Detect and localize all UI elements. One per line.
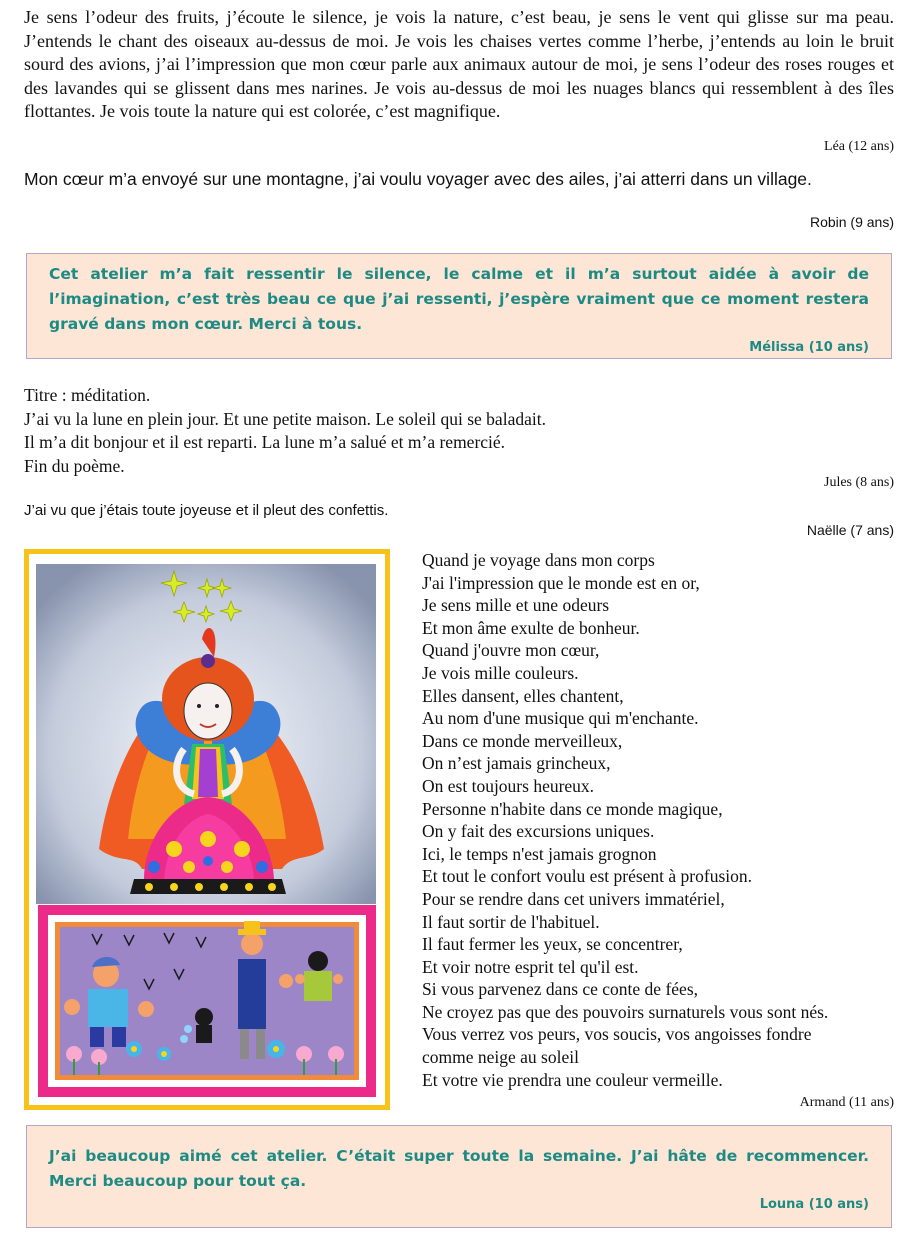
poem-armand-line: Et votre vie prendra une couleur vermeille. <box>422 1069 723 1090</box>
poem-armand-line: Quand je voyage dans mon corps <box>422 550 655 570</box>
author-jules: Jules (8 ans) <box>824 475 894 490</box>
author-lea: Léa (12 ans) <box>824 139 894 154</box>
poem-armand-line: Ici, le temps n'est jamais grognon <box>422 843 657 864</box>
quote-box-louna <box>26 1125 892 1228</box>
poem-armand-line: Il faut sortir de l'habituel. <box>422 911 600 932</box>
poem-armand-line: Si vous parvenez dans ce conte de fées, <box>422 979 699 1000</box>
poem-armand-line: On y fait des excursions uniques. <box>422 821 655 842</box>
quote-box-melissa <box>26 253 892 359</box>
poem-armand-line: Pour se rendre dans cet univers immatériel, <box>422 888 725 909</box>
text-naelle: J’ai vu que j’étais toute joyeuse et il pleut des confettis. <box>24 502 389 519</box>
poem-jules-line: Titre : méditation. <box>24 385 151 405</box>
poem-armand-line: Je sens mille et une odeurs <box>422 595 610 616</box>
poem-armand <box>422 549 902 1091</box>
author-robin: Robin (9 ans) <box>809 214 894 230</box>
poem-jules-line: Fin du poème. <box>24 455 125 476</box>
poem-armand-line: Dans ce monde merveilleux, <box>422 730 623 751</box>
poem-jules-line: Il m’a dit bonjour et il est reparti. La lune m’a salué et m’a remercié. <box>24 432 506 452</box>
author-louna: Louna (10 ans) <box>759 1197 869 1212</box>
children-drawing <box>24 549 390 1110</box>
drawing-illustration <box>24 549 390 1110</box>
poem-armand-line: Et mon âme exulte de bonheur. <box>422 617 640 638</box>
poem-armand-line: Elles dansent, elles chantent, <box>422 685 624 706</box>
author-armand: Armand (11 ans) <box>799 1095 894 1110</box>
poem-armand-line: On n’est jamais grincheux, <box>422 753 611 774</box>
text-lea: Je sens l’odeur des fruits, j’écoute le silence, je vois la nature, c’est beau, je sens le vent qui glisse sur ma peau. J’entends le chant des oiseaux au-dessus de moi. Je vois les chaises vertes comme l’herbe, j’entends au loin le bruit sourd des avions, j’ai l’impression que mon cœur parle aux animaux autour de moi, je sens l’odeur des roses rouges et des lavandes qui se glissent dans mes narines. Je vois au-dessus de moi les nuages blancs qui ressemblent à des îles flottantes. Je vois toute la nature qui est colorée, c’est magnifique. <box>24 7 894 122</box>
poem-armand-line: Il faut fermer les yeux, se concentrer, <box>422 934 683 955</box>
poem-jules-line: J’ai vu la lune en plein jour. Et une petite maison. Le soleil qui se baladait. <box>24 408 546 429</box>
text-melissa: Cet atelier m’a fait ressentir le silence, le calme et il m’a surtout aidée à avoir de l’imagination, c’est très beau ce que j’ai ressenti, j’espère vraiment que ce moment restera gravé dans mon cœur. Merci à tous. <box>49 265 869 333</box>
poem-armand-line: Je vois mille couleurs. <box>422 662 579 683</box>
poem-armand-line: Ne croyez pas que des pouvoirs surnaturels vous sont nés. <box>422 1001 829 1022</box>
text-louna: J’ai beaucoup aimé cet atelier. C’était super toute la semaine. J’ai hâte de recommencer. Merci beaucoup pour tout ça. <box>49 1147 869 1190</box>
poem-armand-line: comme neige au soleil <box>422 1047 579 1068</box>
author-melissa: Mélissa (10 ans) <box>749 340 869 355</box>
poem-armand-line: Au nom d'une musique qui m'enchante. <box>422 708 699 729</box>
poem-jules <box>24 384 894 478</box>
text-robin: Mon cœur m’a envoyé sur une montagne, j’ai voulu voyager avec des ailes, j’ai atterri dans un village. <box>24 169 812 189</box>
poem-armand-line: Vous verrez vos peurs, vos soucis, vos angoisses fondre <box>422 1024 812 1045</box>
author-naelle: Naëlle (7 ans) <box>806 522 894 538</box>
poem-armand-line: On est toujours heureux. <box>422 775 595 796</box>
poem-armand-line: Et voir notre esprit tel qu'il est. <box>422 956 639 977</box>
poem-armand-line: Personne n'habite dans ce monde magique, <box>422 798 723 819</box>
poem-armand-line: J'ai l'impression que le monde est en or, <box>422 572 700 593</box>
poem-armand-line: Quand j'ouvre mon cœur, <box>422 640 600 661</box>
poem-armand-line: Et tout le confort voulu est présent à profusion. <box>422 866 752 887</box>
